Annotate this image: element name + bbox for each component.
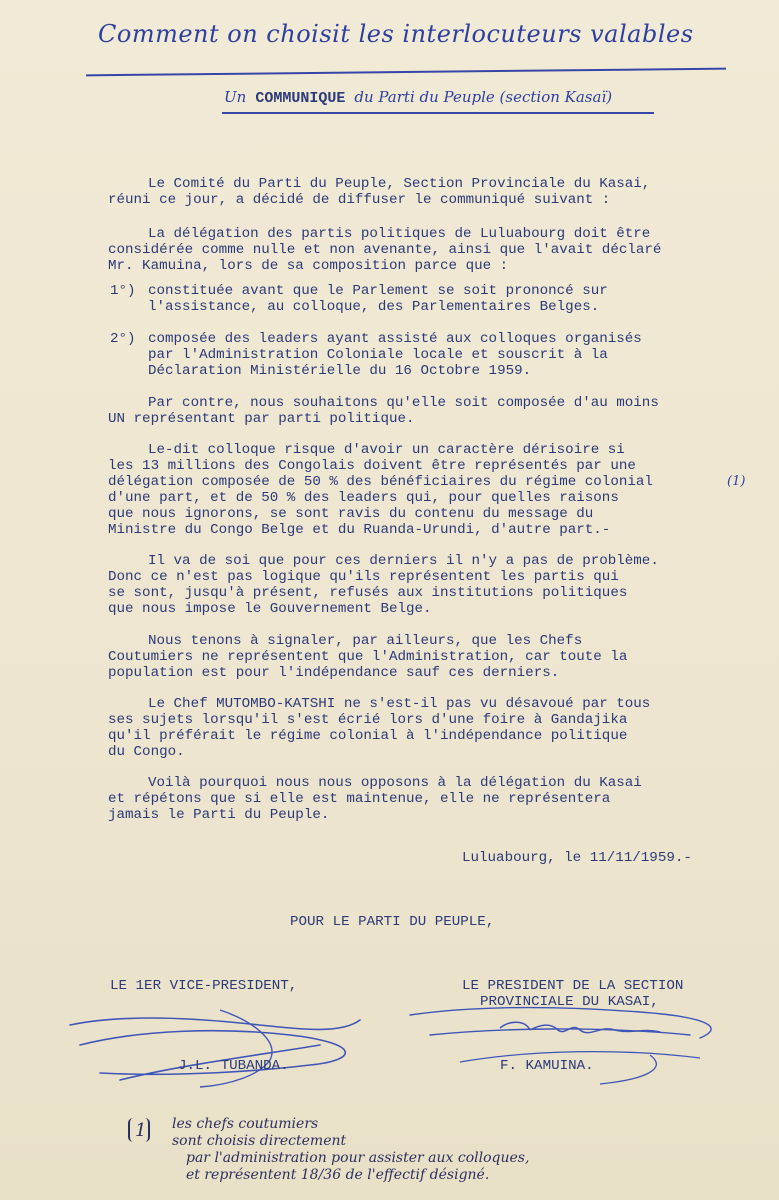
item-number-1: 1°) xyxy=(110,283,136,299)
footnote-line: sont choisis directement xyxy=(172,1133,347,1149)
text-line: Par contre, nous souhaitons qu'elle soit composée d'au moins xyxy=(148,395,659,411)
left-signatory-title: LE 1ER VICE-PRESIDENT, xyxy=(110,978,298,994)
footnote-line: les chefs coutumiers xyxy=(172,1116,319,1132)
text-line: jamais le Parti du Peuple. xyxy=(108,807,330,823)
paragraph-conclusion xyxy=(108,775,642,823)
text-line: et répétons que si elle est maintenue, elle ne représentera xyxy=(108,791,611,807)
paragraph-item-2 xyxy=(148,331,642,379)
text-line: Il va de soi que pour ces derniers il n'y a pas de problème. xyxy=(148,553,659,569)
paragraph-delegation xyxy=(108,226,662,274)
footnote-text xyxy=(172,1116,529,1184)
text-line: ses sujets lorsqu'il s'est écrié lors d'une foire à Gandajika xyxy=(108,712,628,728)
text-line: réuni ce jour, a décidé de diffuser le communiqué suivant : xyxy=(108,192,611,208)
text-line: UN représentant par parti politique. xyxy=(108,411,415,427)
text-line: Le Comité du Parti du Peuple, Section Provinciale du Kasai, xyxy=(148,176,651,192)
text-line: du Congo. xyxy=(108,744,185,760)
paragraph-derniers xyxy=(108,553,659,617)
text-line: délégation composée de 50 % des bénéficiaires du régime colonial xyxy=(108,474,653,490)
right-signature-scribble xyxy=(400,1000,740,1090)
text-line: qu'il préférait le régime colonial à l'indépendance politique xyxy=(108,728,628,744)
margin-footnote-mark: (1) xyxy=(727,474,746,489)
item-number-2: 2°) xyxy=(110,331,136,347)
right-signatory-name: F. KAMUINA. xyxy=(500,1058,594,1074)
paragraph-contre xyxy=(108,395,659,427)
subtitle xyxy=(224,88,612,107)
text-line: par l'Administration Coloniale locale et souscrit à la xyxy=(148,347,608,363)
paragraph-intro xyxy=(108,176,651,208)
footnote-line: par l'administration pour assister aux colloques, xyxy=(186,1150,530,1166)
text-line: composée des leaders ayant assisté aux colloques organisés xyxy=(148,331,642,347)
right-signatory-title-2: PROVINCIALE DU KASAI, xyxy=(480,994,659,1010)
footnote-mark: 1 xyxy=(135,1120,147,1141)
handwritten-title: Comment on choisit les interlocuteurs valables xyxy=(98,20,694,48)
left-signatory-name: J.L. TUBANDA. xyxy=(178,1058,289,1074)
subtitle-typed: COMMUNIQUE xyxy=(255,90,346,107)
subtitle-underline xyxy=(222,112,654,114)
text-line: Le Chef MUTOMBO-KATSHI ne s'est-il pas vu désavoué par tous xyxy=(148,696,651,712)
text-line: Coutumiers ne représentent que l'Administration, car toute la xyxy=(108,649,628,665)
text-line: Voilà pourquoi nous nous opposons à la délégation du Kasai xyxy=(148,775,642,791)
text-line: Le-dit colloque risque d'avoir un caractère dérisoire si xyxy=(148,442,625,458)
paragraph-mutombo xyxy=(108,696,651,760)
text-line: que nous impose le Gouvernement Belge. xyxy=(108,601,432,617)
text-line: Mr. Kamuina, lors de sa composition parce que : xyxy=(108,258,509,274)
left-signature-scribble xyxy=(60,1005,380,1095)
footnote-line: et représentent 18/36 de l'effectif désigné. xyxy=(186,1167,490,1183)
text-line: La délégation des partis politiques de Luluabourg doit être xyxy=(148,226,651,242)
text-line: d'une part, et de 50 % des leaders qui, pour quelles raisons xyxy=(108,490,619,506)
paragraph-item-1 xyxy=(148,283,608,315)
text-line: l'assistance, au colloque, des Parlementaires Belges. xyxy=(148,299,600,315)
text-line: les 13 millions des Congolais doivent être représentés par une xyxy=(108,458,636,474)
text-line: se sont, jusqu'à présent, refusés aux institutions politiques xyxy=(108,585,628,601)
paragraph-chefs xyxy=(108,633,628,681)
subtitle-suffix: du Parti du Peuple (section Kasaï) xyxy=(354,88,613,106)
text-line: Nous tenons à signaler, par ailleurs, que les Chefs xyxy=(148,633,583,649)
text-line: Donc ce n'est pas logique qu'ils représentent les partis qui xyxy=(108,569,619,585)
text-line: population est pour l'indépendance sauf ces derniers. xyxy=(108,665,560,681)
text-line: constituée avant que le Parlement se soit prononcé sur xyxy=(148,283,608,299)
text-line: considérée comme nulle et non avenante, ainsi que l'avait déclaré xyxy=(108,242,662,258)
right-signatory-title-1: LE PRESIDENT DE LA SECTION xyxy=(462,978,684,994)
closing-line: POUR LE PARTI DU PEUPLE, xyxy=(290,914,495,930)
text-line: que nous ignorons, se sont ravis du contenu du message du xyxy=(108,506,594,522)
text-line: Ministre du Congo Belge et du Ruanda-Urundi, d'autre part.- xyxy=(108,522,611,538)
paragraph-colloque xyxy=(108,442,653,538)
date-line: Luluabourg, le 11/11/1959.- xyxy=(462,850,692,866)
subtitle-prefix: Un xyxy=(224,88,247,106)
text-line: Déclaration Ministérielle du 16 Octobre 1959. xyxy=(148,363,532,379)
